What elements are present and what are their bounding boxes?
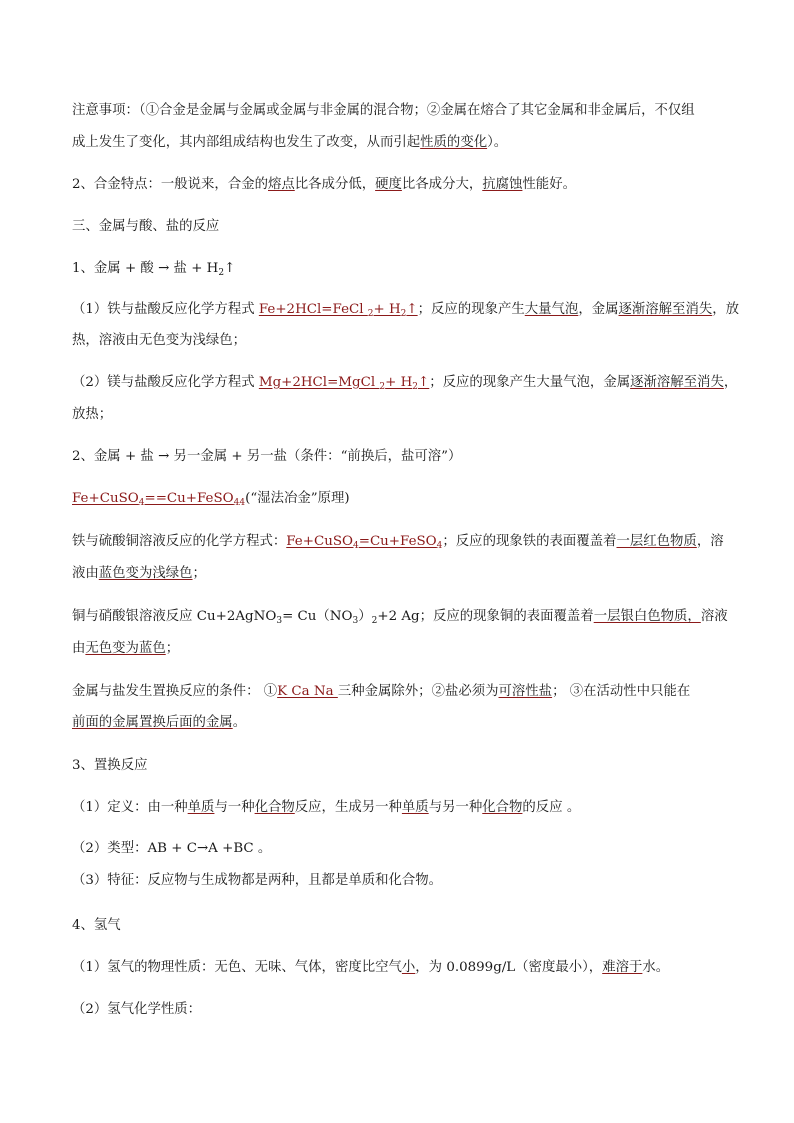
underlined-term: 逐渐溶解至消失 bbox=[618, 302, 713, 317]
circled-number: ① bbox=[145, 103, 160, 118]
text: 1、金属 + 酸 → 盐 + H bbox=[72, 261, 219, 276]
text: 铁与硫酸铜溶液反应的化学方程式： bbox=[72, 534, 287, 549]
text: ， bbox=[723, 375, 738, 390]
underlined-term: 可溶性盐 bbox=[498, 684, 553, 699]
underlined-term: 一层银白色物质， bbox=[593, 609, 701, 624]
text: 溶液 bbox=[700, 609, 728, 624]
conditions-line-2 bbox=[72, 713, 734, 733]
text: ； bbox=[165, 641, 180, 656]
section-heading: 三、金属与酸、盐的反应 bbox=[72, 219, 220, 234]
fe-hcl-line-1 bbox=[72, 300, 740, 320]
equation: Fe+CuSO$_4$==Cu+FeSO$_{44}$ bbox=[72, 491, 246, 508]
equation: Mg+2HCl=MgCl $_2+ H_2↑$ bbox=[258, 375, 430, 392]
rule-metal-acid bbox=[72, 259, 734, 279]
text: +2 Ag；反应的现象铜的表面覆盖着 bbox=[377, 609, 594, 624]
circled-number: ③ bbox=[569, 684, 584, 699]
text: 铜与硝酸银溶液反应 Cu+2AgNO bbox=[72, 609, 277, 624]
circled-number: ② bbox=[426, 103, 441, 118]
underlined-term: 化合物 bbox=[482, 800, 523, 815]
text: 注意事项：（ bbox=[72, 103, 146, 118]
circled-number: ② bbox=[431, 684, 445, 699]
up-arrow-icon: ↑ bbox=[224, 261, 236, 276]
text: (“湿法冶金”原理) bbox=[245, 491, 350, 506]
underlined-term: 小 bbox=[401, 960, 416, 975]
text: 成上发生了变化，其内部组成结构也发生了改变，从而引起 bbox=[72, 135, 421, 150]
subscript: 3 bbox=[276, 616, 283, 626]
cu-agno3-line-1 bbox=[72, 607, 734, 627]
subscript: 3 bbox=[352, 616, 359, 626]
text: ，为 0.0899g/L（密度最小）， bbox=[415, 960, 603, 975]
underlined-term: 无色变为蓝色 bbox=[85, 641, 166, 656]
h2-physical bbox=[72, 958, 734, 978]
text: 金属与盐发生置换反应的条件： bbox=[72, 684, 264, 699]
mg-hcl-line-1 bbox=[72, 373, 738, 393]
text: 反应，生成另一种 bbox=[294, 800, 402, 815]
text: 合金是金属与金属或金属与非金属的混合物； bbox=[159, 103, 427, 118]
underlined-term: 化合物 bbox=[254, 800, 295, 815]
text: （2）镁与盐酸反应化学方程式 bbox=[72, 375, 259, 390]
section-heading: 4、氢气 bbox=[72, 918, 121, 933]
text: ；反应的现象铁的表面覆盖着 bbox=[442, 534, 617, 549]
underlined-term: 一层红色物质 bbox=[616, 534, 697, 549]
h2-chemical: （2）氢气化学性质： bbox=[72, 1002, 202, 1017]
text: 盐必须为 bbox=[444, 684, 499, 699]
fe-hcl-line-2: 热，溶液由无色变为浅绿色； bbox=[72, 333, 247, 348]
fe-cuso4-line-1 bbox=[72, 532, 734, 552]
section-heading: 3、置换反应 bbox=[72, 758, 148, 773]
underlined-term: 硬度 bbox=[375, 177, 402, 192]
alloy-features bbox=[72, 175, 734, 195]
text: ，放 bbox=[712, 302, 740, 317]
text: （1）定义：由一种 bbox=[72, 800, 188, 815]
text: ； bbox=[552, 684, 570, 699]
underlined-term: 大量气泡 bbox=[524, 302, 579, 317]
underlined-term: 单质 bbox=[401, 800, 429, 815]
text: ，金属 bbox=[578, 302, 619, 317]
text: ； bbox=[192, 566, 206, 581]
wet-metallurgy bbox=[72, 489, 734, 509]
underlined-term: 逐渐溶解至消失 bbox=[630, 375, 724, 390]
text: 水。 bbox=[642, 960, 670, 975]
text: （1）铁与盐酸反应化学方程式 bbox=[72, 302, 259, 317]
subscript: 2 bbox=[218, 268, 225, 278]
conditions-line-1 bbox=[72, 682, 734, 702]
equation: Fe+2HCl=FeCl $_2+ H_2↑$ bbox=[258, 302, 418, 319]
text: （1）氢气的物理性质：无色、无味、气体，密度比空气 bbox=[72, 960, 402, 975]
text: 与另一种 bbox=[428, 800, 483, 815]
text: 液由 bbox=[72, 566, 99, 581]
text: 性能好。 bbox=[522, 177, 576, 192]
text: 在活动性中只能在 bbox=[583, 684, 691, 699]
cu-agno3-line-2 bbox=[72, 639, 734, 659]
fe-cuso4-line-2 bbox=[72, 564, 734, 584]
underlined-term: 难溶于 bbox=[602, 960, 643, 975]
text: = Cu（NO bbox=[282, 609, 353, 624]
underlined-term: 性质的变化 bbox=[420, 135, 488, 150]
equation: Fe+CuSO$_4$=Cu+FeSO$_4$ bbox=[286, 534, 443, 551]
text: 金属在熔合了其它金属和非金属后，不仅组 bbox=[440, 103, 695, 118]
definition bbox=[72, 798, 734, 818]
text: ；反应的现象产生大量气泡，金属 bbox=[429, 375, 631, 390]
underlined-term: 蓝色变为浅绿色 bbox=[98, 566, 193, 581]
text: ；反应的现象产生 bbox=[417, 302, 525, 317]
note-line-1 bbox=[72, 101, 734, 121]
text: ） bbox=[358, 609, 372, 624]
underlined-term: 单质 bbox=[187, 800, 215, 815]
text: 比各成分低， bbox=[294, 177, 376, 192]
text: 。 bbox=[232, 715, 247, 730]
note-line-2 bbox=[72, 133, 734, 153]
text: 由 bbox=[72, 641, 86, 656]
underlined-term: 熔点 bbox=[268, 177, 295, 192]
subscript: 2 bbox=[371, 616, 378, 626]
text: ，溶 bbox=[696, 534, 724, 549]
underlined-term: 前面的金属置换后面的金属 bbox=[72, 715, 233, 730]
text: 三种金属除外； bbox=[337, 684, 432, 699]
mg-hcl-line-2: 放热； bbox=[72, 407, 113, 422]
circled-number: ① bbox=[263, 684, 278, 699]
text: 比各成分大， bbox=[401, 177, 483, 192]
text: 与一种 bbox=[214, 800, 255, 815]
rule-metal-salt: 2、金属 + 盐 → 另一金属 + 另一盐（条件：“前换后，盐可溶”） bbox=[72, 449, 462, 464]
feature-line: （3）特征：反应物与生成物都是两种，且都是单质和化合物。 bbox=[72, 873, 443, 888]
type-line: （2）类型：AB + C→A +BC 。 bbox=[72, 841, 272, 856]
underlined-term: K Ca Na bbox=[277, 684, 338, 699]
text: 的反应 。 bbox=[522, 800, 581, 815]
underlined-term: 抗腐蚀 bbox=[482, 177, 523, 192]
text: 2、合金特点：一般说来，合金的 bbox=[72, 177, 268, 192]
text: ）。 bbox=[487, 135, 508, 150]
